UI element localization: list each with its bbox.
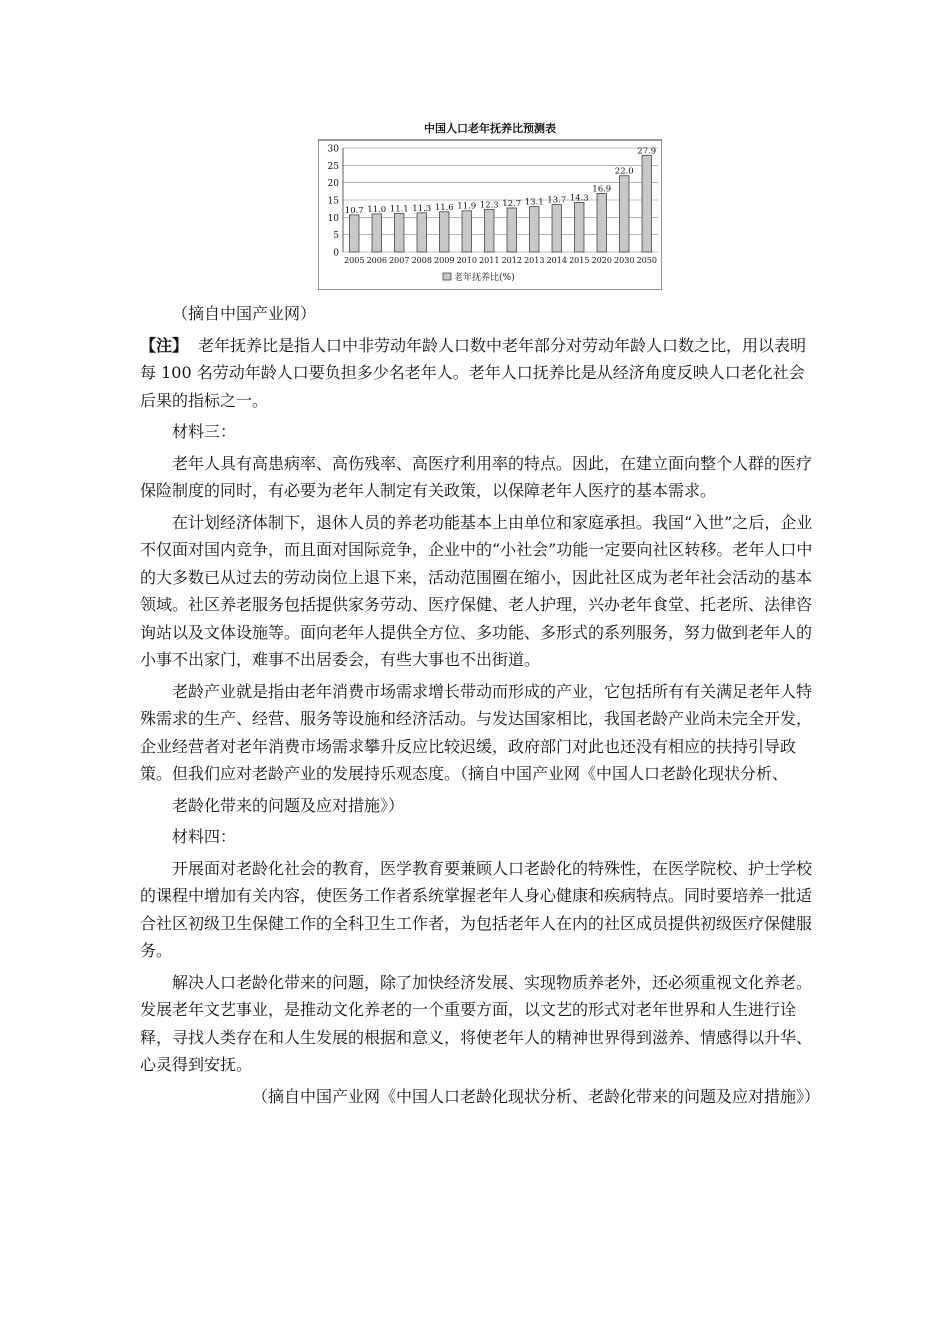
value-label: 11.1: [389, 204, 409, 215]
x-tick-label: 2008: [411, 256, 432, 265]
x-tick-label: 2013: [524, 256, 545, 265]
x-tick-label: 2009: [434, 256, 455, 265]
chart-title: 中国人口老年抚养比预测表: [424, 122, 556, 135]
y-tick-label: 10: [327, 213, 339, 224]
y-tick-label: 0: [333, 248, 339, 259]
chart-x-ticks: [344, 256, 657, 265]
x-tick-label: 2007: [389, 256, 410, 265]
material3-paragraph-2: 在计划经济体制下，退休人员的养老功能基本上由单位和家庭承担。我国“入世”之后，企业不仅面对国内竞争，而且面对国际竞争，企业中的“小社会”功能一定要向社区转移。老年人口中的大多数已从过去的劳动岗位上退下来，活动范围圈在缩小，因此社区成为老年社会活动的基本领域。社区养老服务包括提供家务劳动、医疗保健、老人护理，兴办老年食堂、托老所、法律咨询站以及文体设施等。面向老年人提供全方位、多功能、多形式的系列服务，努力做到老年人的小事不出家门，难事不出居委会，有些大事也不出街道。: [140, 512, 813, 669]
bar-2006: [372, 214, 381, 252]
material4-heading: 材料四：: [172, 827, 237, 846]
bar-2013: [530, 207, 539, 252]
material3-heading: 材料三：: [172, 422, 237, 441]
x-tick-label: 2014: [546, 256, 567, 265]
material3-paragraph-3-cont: 老龄化带来的问题及应对措施》）: [172, 795, 405, 815]
value-label: 11.9: [457, 201, 477, 212]
value-label: 14.3: [569, 193, 589, 204]
bar-2015: [575, 202, 584, 252]
value-label: 12.7: [502, 198, 522, 209]
x-tick-label: 2015: [569, 256, 590, 265]
note-tag: 【注】: [140, 335, 189, 355]
material4-paragraph-2: 解决人口老龄化带来的问题，除了加快经济发展、实现物质养老外，还必须重视文化养老。发展老年文艺事业，是推动文化养老的一个重要方面，以文艺的形式对老年世界和人生进行诠释，寻找人类存在和人生发展的根据和意义，将使老年人的精神世界得到滋养、情感得以升华、心灵得到安抚。: [140, 972, 813, 1074]
article-body: [140, 300, 820, 1110]
bar-2007: [395, 214, 404, 252]
chart-value-labels: [345, 146, 656, 216]
x-tick-label: 2006: [366, 256, 387, 265]
bar-2014: [552, 205, 561, 252]
y-tick-label: 5: [333, 231, 339, 242]
bar-2030: [620, 176, 629, 252]
note-paragraph: [140, 332, 820, 415]
bar-2005: [350, 215, 359, 252]
x-tick-label: 2030: [614, 256, 635, 265]
bar-2011: [485, 209, 494, 252]
material3-paragraph-1: 老年人具有高患病率、高伤残率、高医疗利用率的特点。因此，在建立面向整个人群的医疗保险制度的同时，有必要为老年人制定有关政策，以保障老年人医疗的基本需求。: [140, 453, 813, 500]
chart-source: （摘自中国产业网）: [172, 304, 317, 323]
note-text: 老年抚养比是指人口中非劳动年龄人口数中老年部分对劳动年龄人口数之比，用以表明每 100 名劳动年龄人口要负担多少名老年人。老年人口抚养比是从经济角度反映人口老化社会后果的指标之一。: [140, 335, 807, 410]
value-label: 11.3: [412, 203, 432, 214]
material3-paragraph-3: 老龄产业就是指由老年消费市场需求增长带动而形成的产业，它包括所有有关满足老年人特殊需求的生产、经营、服务等设施和经济活动。与发达国家相比，我国老龄产业尚未完全开发，企业经营者对老年消费市场需求攀升反应比较迟缓，政府部门对此也还没有相应的扶持引导政策。但我们应对老龄产业的发展持乐观态度。（摘自中国产业网《中国人口老龄化现状分析、: [140, 681, 813, 783]
bar-2050: [642, 155, 651, 252]
bar-2012: [507, 208, 516, 252]
chart-legend: 老年抚养比(%): [454, 273, 515, 283]
x-tick-label: 2011: [479, 256, 500, 265]
y-tick-label: 20: [327, 179, 339, 190]
y-tick-label: 15: [327, 196, 339, 207]
bar-2008: [417, 213, 426, 252]
chart-svg: [318, 118, 662, 290]
x-tick-label: 2020: [591, 256, 612, 265]
chart-y-ticks: [328, 145, 340, 259]
x-tick-label: 2050: [636, 256, 657, 265]
legend-swatch: [443, 273, 451, 280]
value-label: 22.0: [614, 166, 634, 177]
material4-paragraph-1: 开展面对老龄化社会的教育，医学教育要兼顾人口老龄化的特殊性，在医学院校、护士学校的课程中增加有关内容，使医务工作者系统掌握老年人身心健康和疾病特点。同时要培养一批适合社区初级卫生保健工作的全科卫生工作者，为包括老年人在内的社区成员提供初级医疗保健服务。: [140, 858, 813, 960]
value-label: 16.9: [592, 184, 612, 195]
bar-2009: [440, 212, 449, 252]
y-tick-label: 30: [327, 144, 339, 155]
dependency-ratio-chart: [318, 118, 662, 290]
x-tick-label: 2010: [456, 256, 477, 265]
value-label: 10.7: [344, 205, 364, 216]
value-label: 11.6: [434, 202, 454, 213]
y-tick-label: 25: [327, 161, 339, 172]
bar-2010: [462, 211, 471, 252]
material4-source: （摘自中国产业网《中国人口老龄化现状分析、老龄化带来的问题及应对措施》）: [251, 1086, 820, 1106]
chart-grid: [343, 148, 658, 252]
x-tick-label: 2012: [501, 256, 522, 265]
value-label: 27.9: [637, 146, 657, 157]
value-label: 13.7: [547, 195, 567, 206]
value-label: 12.3: [479, 200, 499, 211]
value-label: 11.0: [367, 204, 387, 215]
value-label: 13.1: [524, 197, 544, 208]
x-tick-label: 2005: [344, 256, 365, 265]
bar-2020: [597, 193, 606, 252]
